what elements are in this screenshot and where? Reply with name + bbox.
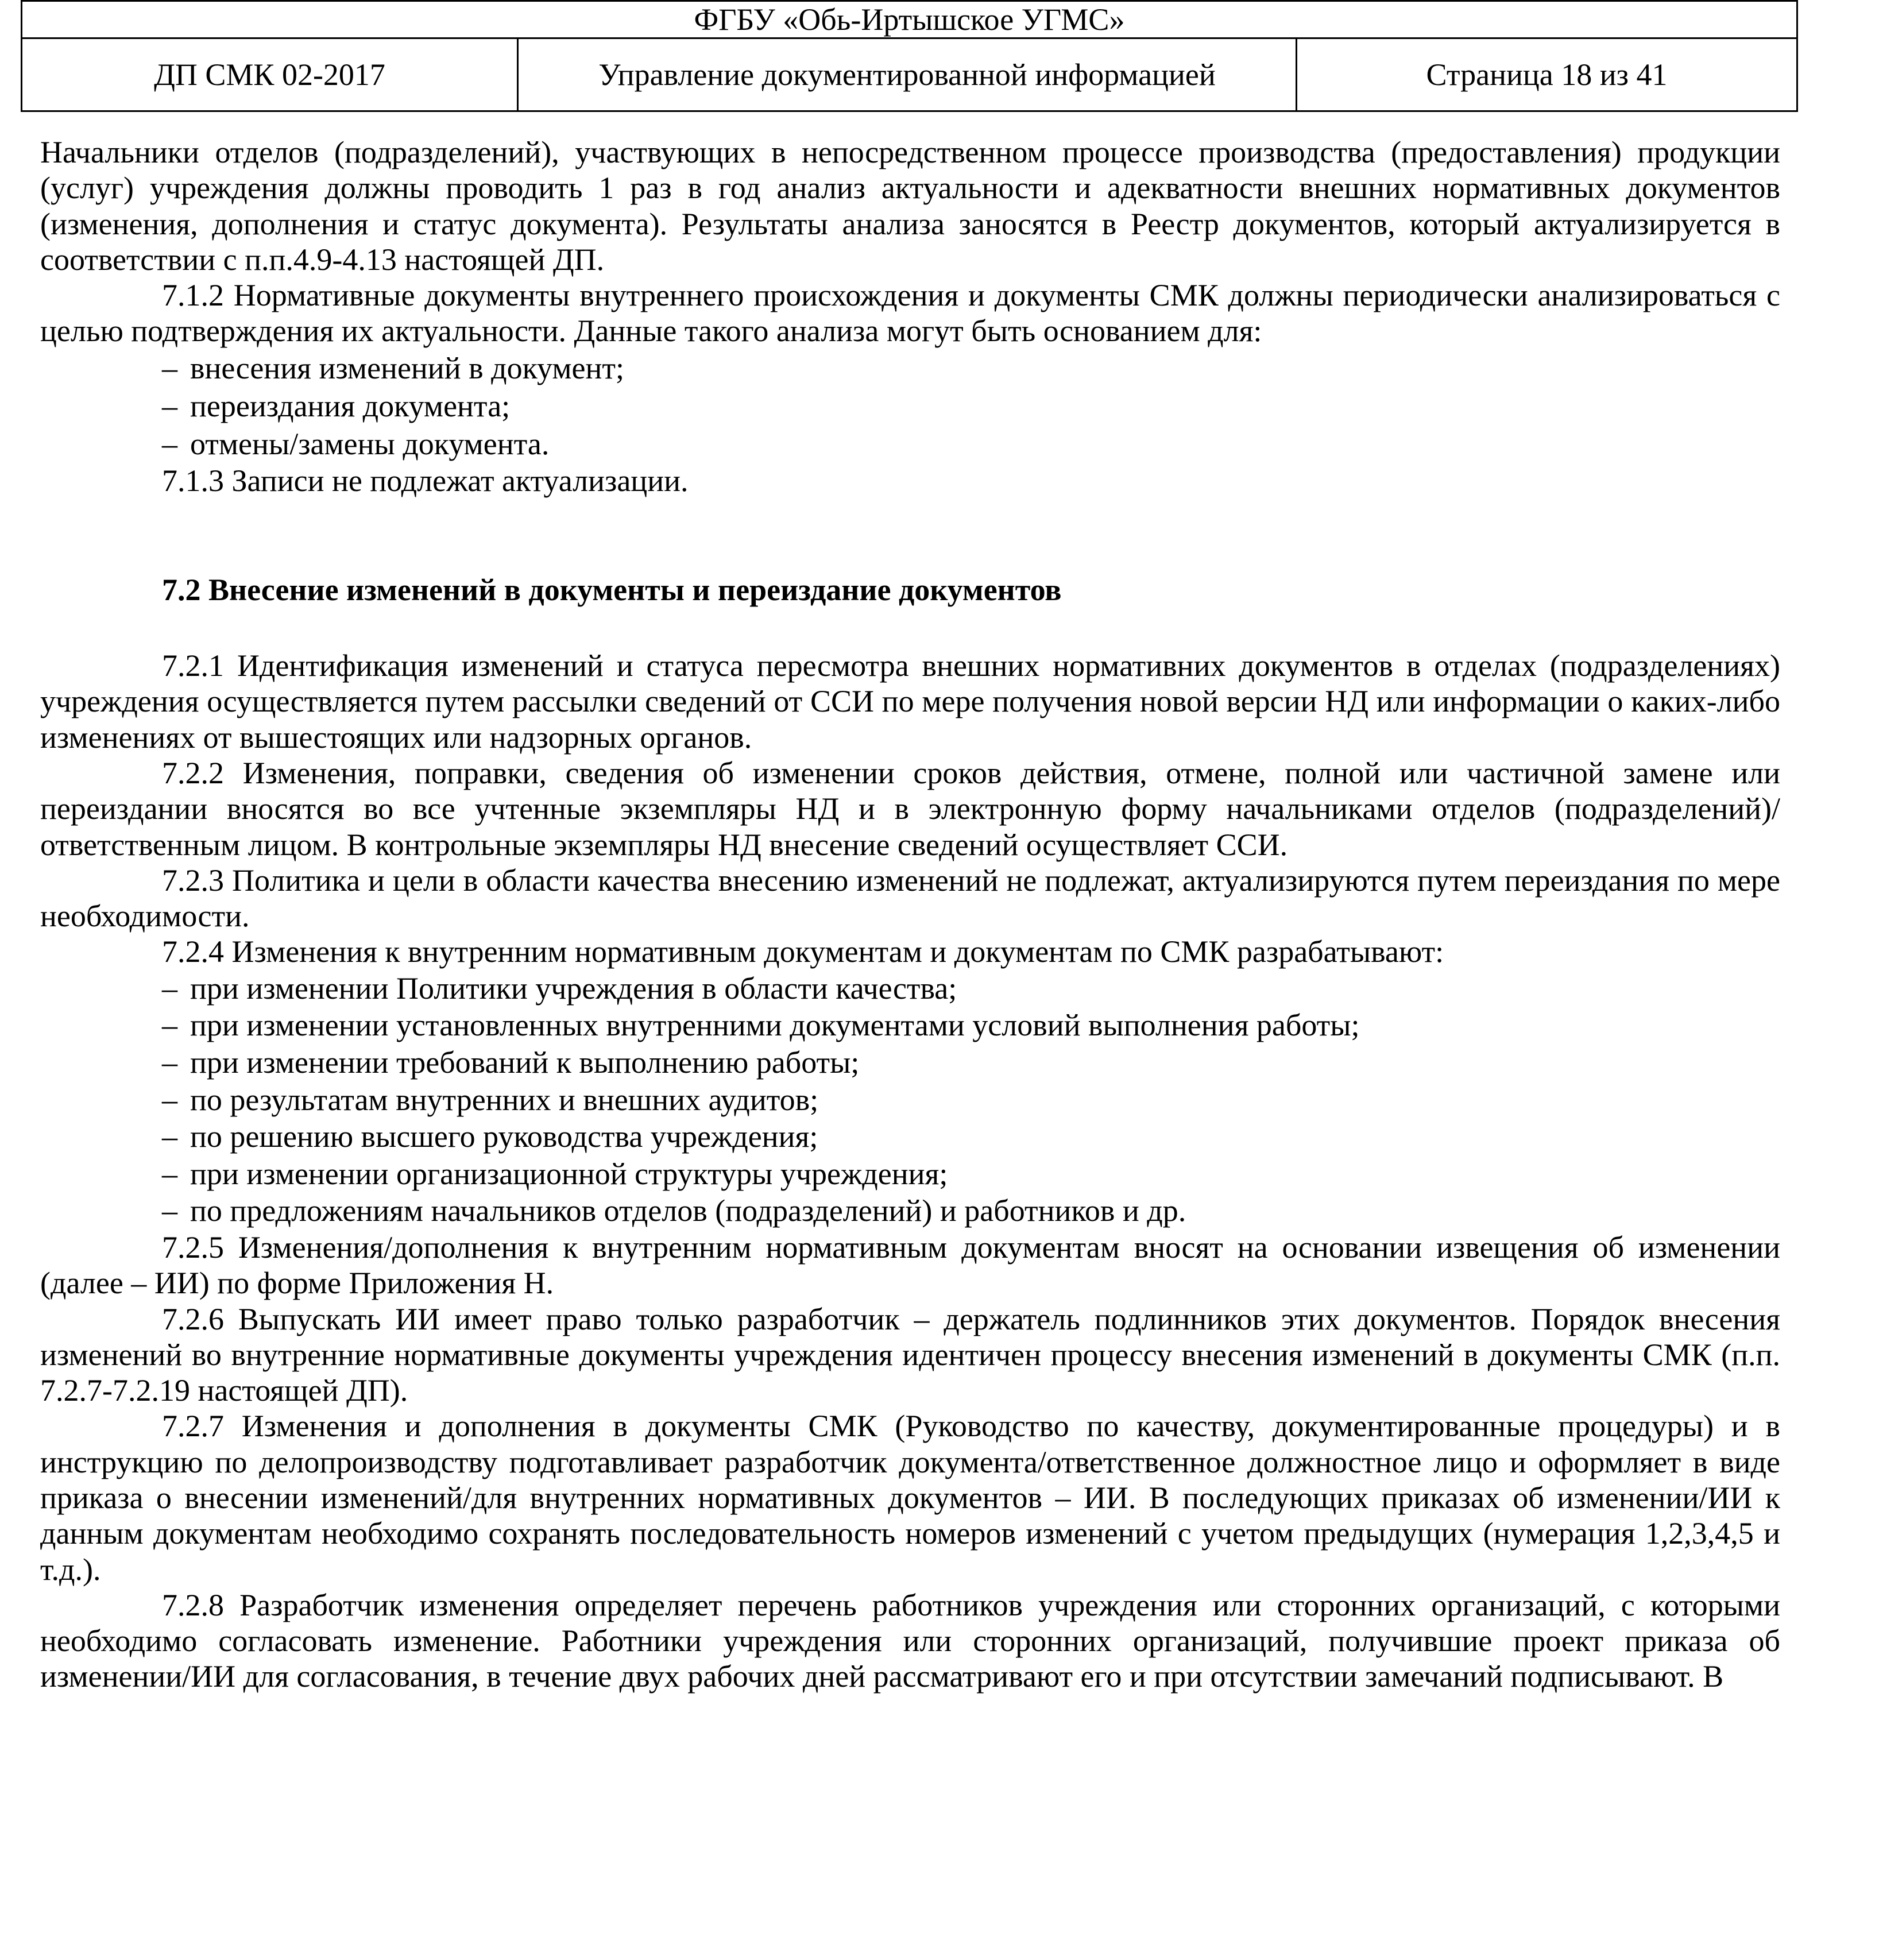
- list-item: – отмены/замены документа.: [162, 426, 550, 461]
- page-number: Страница 18 из 41: [1297, 38, 1797, 111]
- paragraph-7-2-1: 7.2.1 Идентификация изменений и статуса пересмотра внешних нормативних документов в отделах (подразделениях) учреждения осуществляется путем рассылки сведений от ССИ по мере получения новой версии НД или информации о каких-либо изменениях от вышестоящих или надзорных органов.: [40, 648, 1780, 755]
- list-document-analysis: [40, 349, 1780, 463]
- paragraph-7-2-2: 7.2.2 Изменения, поправки, сведения об изменении сроков действия, отмене, полной или частичной замене или переиздании вносятся во все учтенные экземпляры НД и в электронную форму начальниками отделов (подразделений)/ ответственным лицом. В контрольные экземпляры НД внесение сведений осуществляет ССИ.: [40, 755, 1780, 862]
- dash-bullet: –: [162, 388, 177, 423]
- dash-bullet: –: [162, 1193, 177, 1228]
- list-change-reasons: [40, 970, 1780, 1230]
- document-header-table: [21, 0, 1798, 112]
- list-item: – внесения изменений в документ;: [162, 350, 624, 385]
- paragraph-7-2-4: 7.2.4 Изменения к внутренним нормативным документам и документам по СМК разрабатывают:: [162, 934, 1444, 969]
- list-item: – переиздания документа;: [162, 388, 511, 423]
- dash-bullet: –: [162, 1045, 177, 1080]
- paragraph-7-1-2: 7.1.2 Нормативные документы внутреннего происхождения и документы СМК должны периодически анализироваться с целью подтверждения их актуальности. Данные такого анализа могут быть основанием для:: [40, 278, 1780, 349]
- dash-bullet: –: [162, 1008, 177, 1043]
- list-item: – при изменении требований к выполнению работы;: [162, 1045, 860, 1080]
- dash-bullet: –: [162, 1156, 177, 1191]
- paragraph-7-2-6: 7.2.6 Выпускать ИИ имеет право только разработчик – держатель подлинников этих документов. Порядок внесения изменений во внутренние нормативные документы учреждения идентичен процессу внесения изменений в документы СМК (п.п. 7.2.7-7.2.19 настоящей ДП).: [40, 1301, 1780, 1408]
- document-body: [40, 134, 1780, 1695]
- dash-bullet: –: [162, 1082, 177, 1117]
- list-item: – при изменении организационной структуры учреждения;: [162, 1156, 948, 1191]
- list-item: – по результатам внутренних и внешних аудитов;: [162, 1082, 819, 1117]
- dash-bullet: –: [162, 426, 177, 461]
- dash-bullet: –: [162, 350, 177, 385]
- paragraph-intro: Начальники отделов (подразделений), участвующих в непосредственном процессе производства (предоставления) продукции (услуг) учреждения должны проводить 1 раз в год анализ актуальности и адекватности внешних нормативных документов (изменения, дополнения и статус документа). Результаты анализа заносятся в Реестр документов, который актуализируется в соответствии с п.п.4.9-4.13 настоящей ДП.: [40, 135, 1780, 277]
- list-item: – по решению высшего руководства учреждения;: [162, 1119, 818, 1154]
- organization-name: ФГБУ «Обь-Иртышское УГМС»: [22, 1, 1797, 38]
- document-title: Управление документированной информацией: [518, 38, 1297, 111]
- paragraph-7-2-8: 7.2.8 Разработчик изменения определяет перечень работников учреждения или сторонних организаций, с которыми необходимо согласовать изменение. Работники учреждения или сторонних организаций, получившие проект приказа об изменении/ИИ для согласования, в течение двух рабочих дней рассматривают его и при отсутствии замечаний подписывают. В: [40, 1587, 1780, 1694]
- dash-bullet: –: [162, 1119, 177, 1154]
- list-item: – при изменении Политики учреждения в области качества;: [162, 971, 957, 1006]
- list-item: – при изменении установленных внутренними документами условий выполнения работы;: [162, 1008, 1360, 1043]
- paragraph-7-2-3: 7.2.3 Политика и цели в области качества внесению изменений не подлежат, актуализируются путем переиздания по мере необходимости.: [40, 863, 1780, 934]
- section-heading-7-2: 7.2 Внесение изменений в документы и переиздание документов: [162, 573, 1062, 608]
- paragraph-7-2-7: 7.2.7 Изменения и дополнения в документы СМК (Руководство по качеству, документированные процедуры) и в инструкцию по делопроизводству подготавливает разработчик документа/ответственное должностное лицо и оформляет в виде приказа о внесении изменений/для внутренних нормативных документов – ИИ. В последующих приказах об изменении/ИИ к данным документам необходимо сохранять последовательность номеров изменений с учетом предыдущих (нумерация 1,2,3,4,5 и т.д.).: [40, 1409, 1780, 1587]
- list-item: – по предложениям начальников отделов (подразделений) и работников и др.: [162, 1193, 1186, 1228]
- paragraph-7-1-3: 7.1.3 Записи не подлежат актуализации.: [162, 463, 689, 498]
- document-code: ДП СМК 02-2017: [22, 38, 518, 111]
- dash-bullet: –: [162, 971, 177, 1006]
- paragraph-7-2-5: 7.2.5 Изменения/дополнения к внутренним нормативным документам вносят на основании извещения об изменении (далее – ИИ) по форме Приложения Н.: [40, 1230, 1780, 1301]
